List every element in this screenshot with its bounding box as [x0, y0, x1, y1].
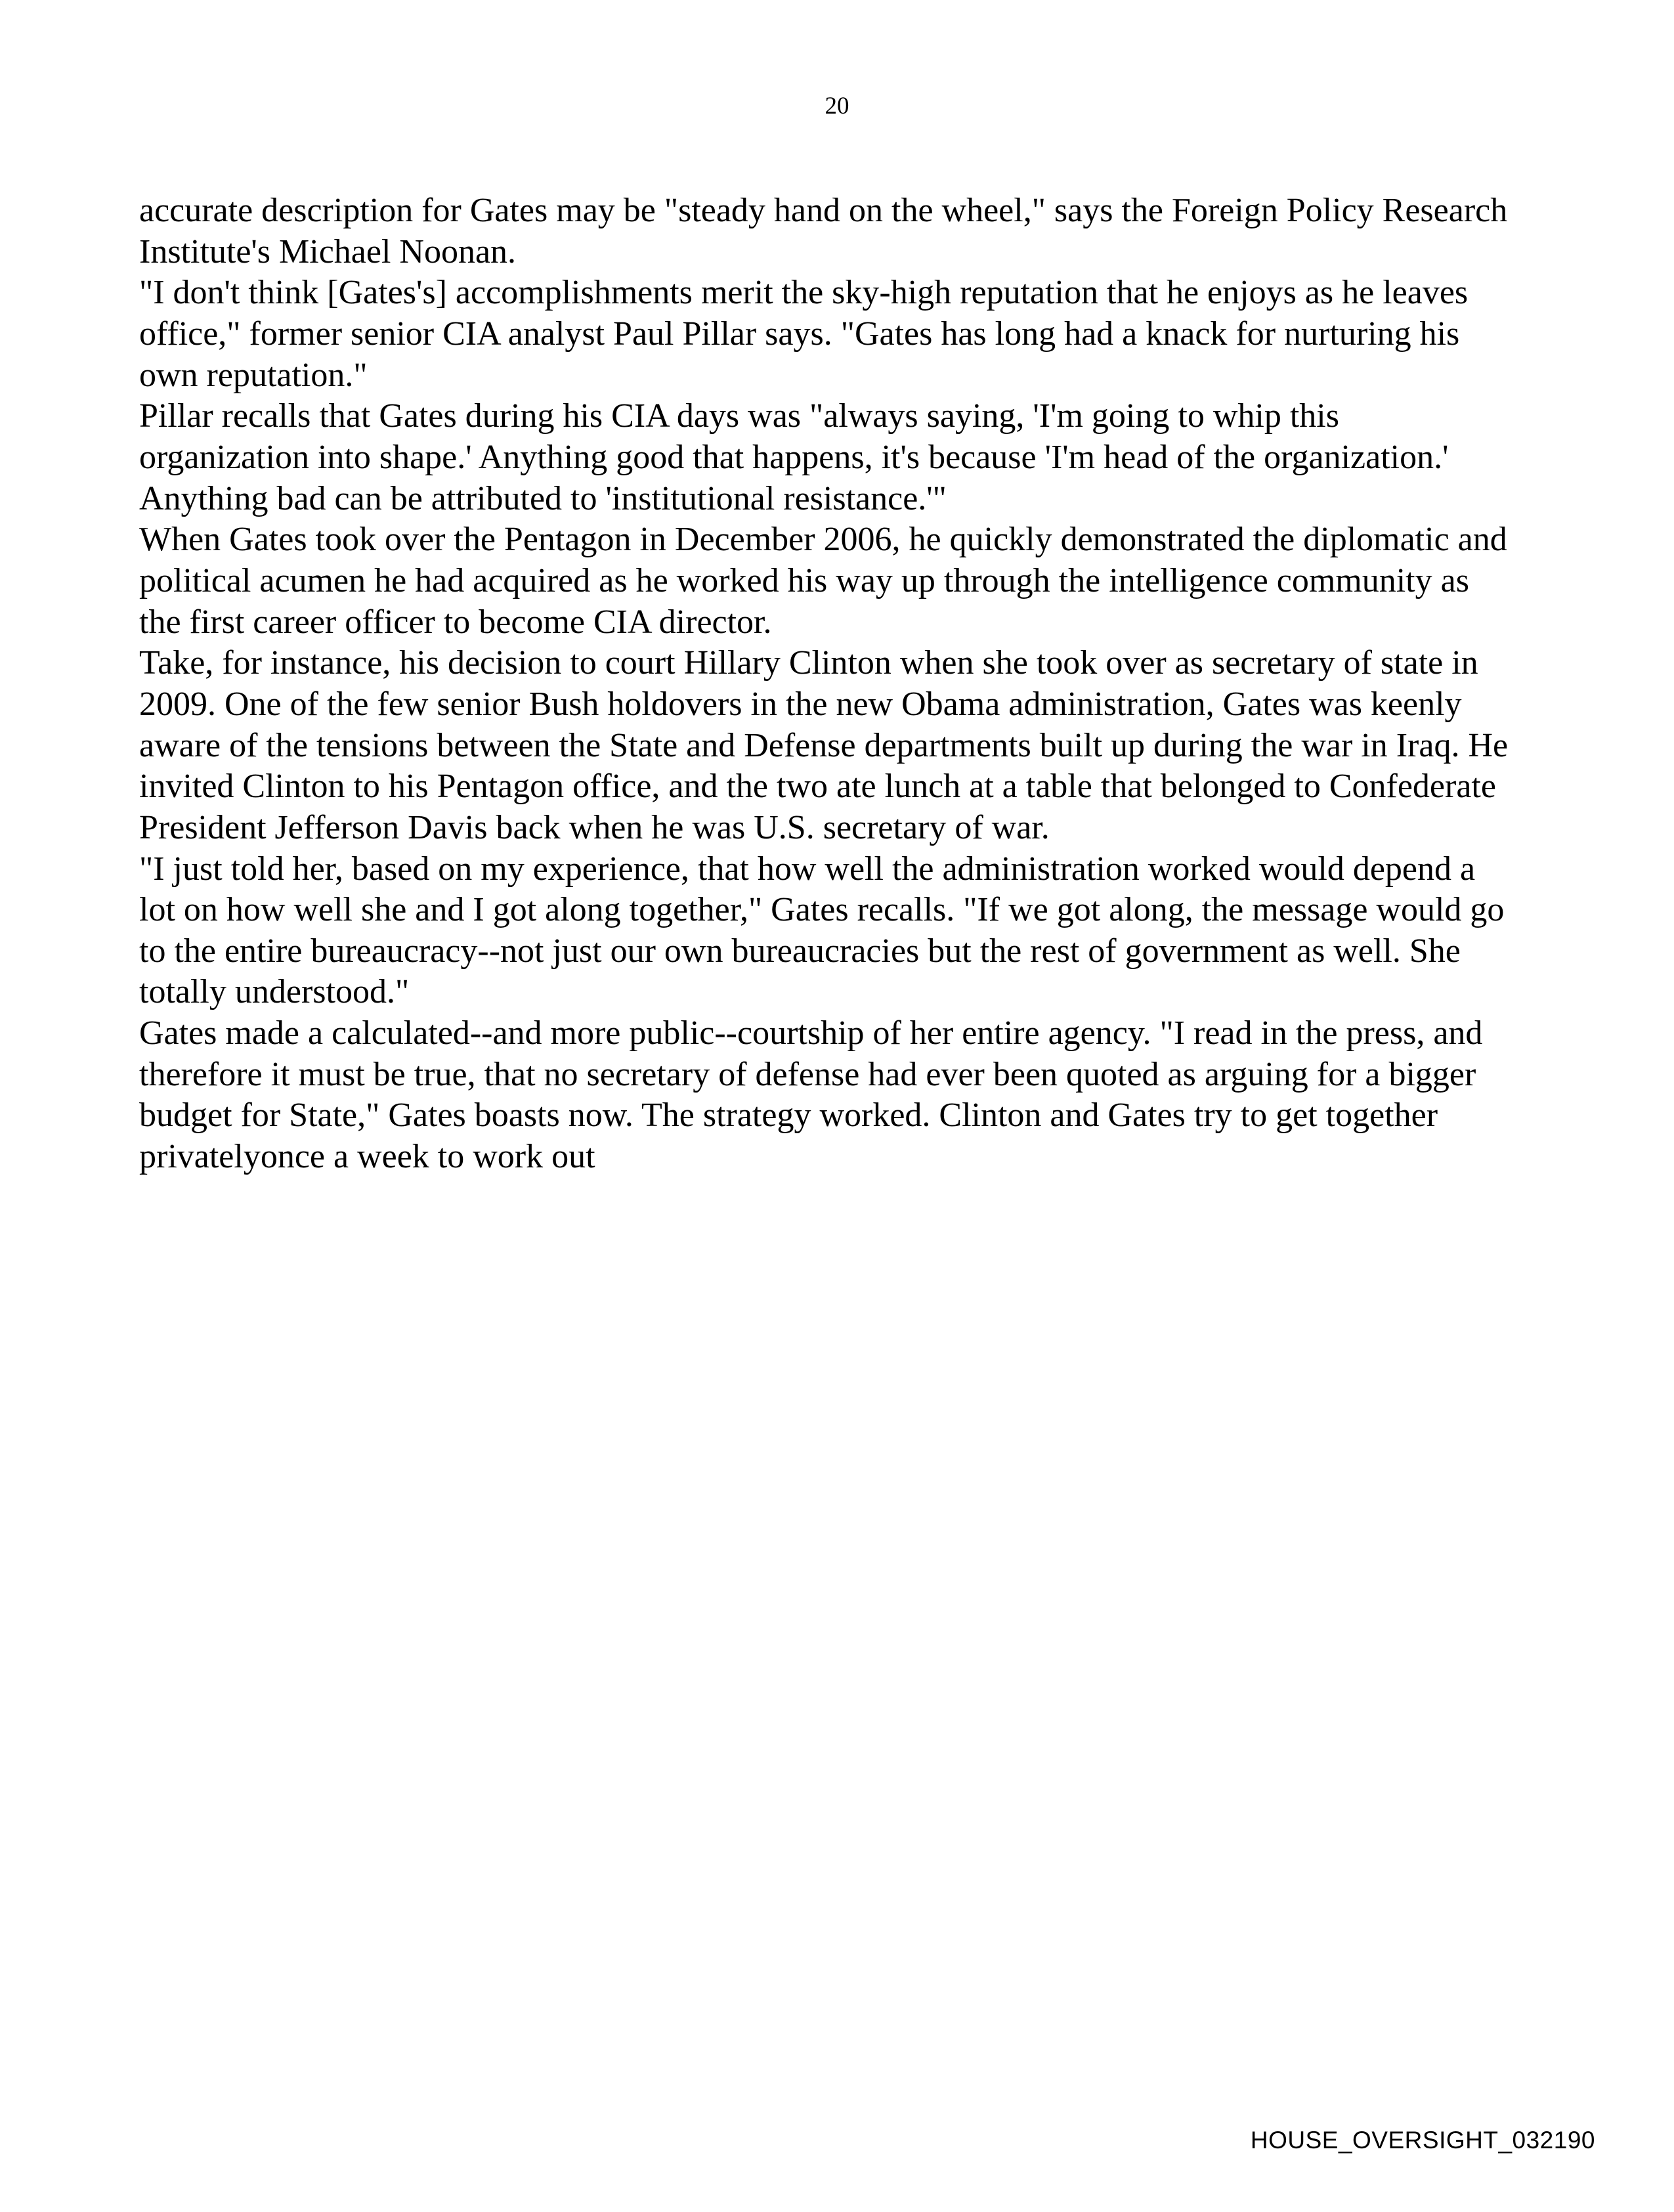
page-number: 20	[825, 93, 849, 119]
bates-stamp: HOUSE_OVERSIGHT_032190	[1250, 2127, 1595, 2154]
paragraph: Pillar recalls that Gates during his CIA days was "always saying, 'I'm going to whip this organization into shape.' Anything good that happens, it's because 'I'm head of the organization.' Anything bad can be attributed to 'institutional resistance.'"	[139, 397, 1449, 517]
paragraph: accurate description for Gates may be "steady hand on the wheel," says the Foreign Policy Research Institute's Michael Noonan.	[139, 192, 1508, 271]
paragraph: When Gates took over the Pentagon in December 2006, he quickly demonstrated the diplomatic and political acumen he had acquired as he worked his way up through the intelligence community as the first career officer to become CIA director.	[139, 521, 1507, 641]
paragraph: Take, for instance, his decision to court Hillary Clinton when she took over as secretary of state in 2009. One of the few senior Bush holdovers in the new Obama administration, Gates was keenly aware of the tensions between the State and Defense departments built up during the war in Iraq. He invited Clinton to his Pentagon office, and the two ate lunch at a table that belonged to Confederate President Jefferson Davis back when he was U.S. secretary of war.	[139, 644, 1509, 846]
paragraph: "I just told her, based on my experience, that how well the administration worked would depend a lot on how well she and I got along together," Gates recalls. "If we got along, the message would go to the entire bureaucracy--not just our own bureaucracies but the rest of government as well. She totally understood."	[139, 850, 1505, 1011]
document-body	[139, 190, 1511, 1178]
paragraph: Gates made a calculated--and more public--courtship of her entire agency. "I read in the press, and therefore it must be true, that no secretary of defense had ever been quoted as arguing for a bigger budget for State," Gates boasts now. The strategy worked. Clinton and Gates try to get together privatelyonce a week to work out	[139, 1014, 1483, 1176]
paragraph: "I don't think [Gates's] accomplishments merit the sky-high reputation that he enjoys as he leaves office," former senior CIA analyst Paul Pillar says. "Gates has long had a knack for nurturing his own reputation."	[139, 274, 1469, 394]
